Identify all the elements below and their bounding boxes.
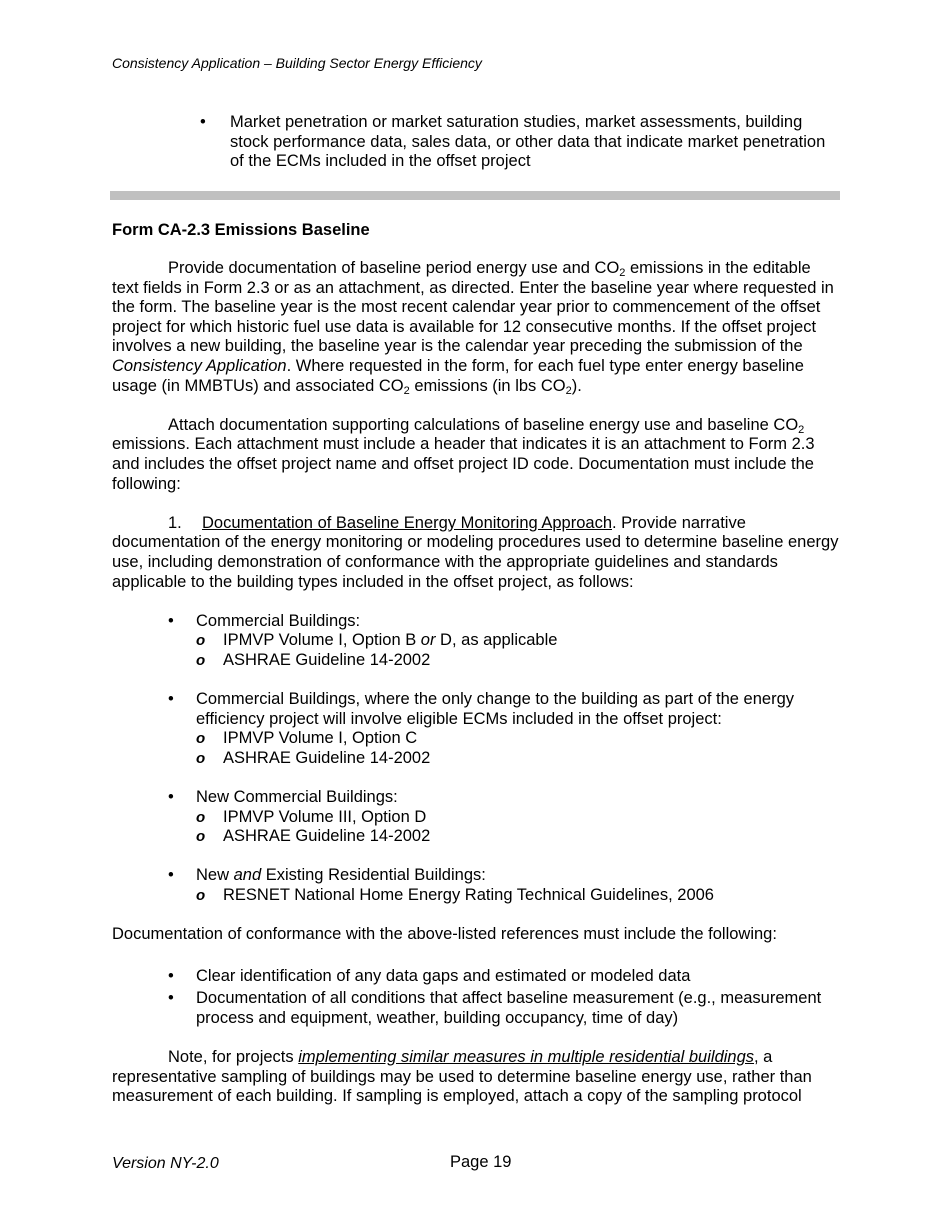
building-type-list <box>112 866 839 905</box>
item-number: 1. <box>168 513 182 532</box>
list-item <box>168 989 839 1028</box>
bullet-icon: • <box>168 989 174 1008</box>
section-divider <box>110 191 840 200</box>
sub-item <box>196 729 839 749</box>
building-type-list <box>112 788 839 847</box>
text: ASHRAE Guideline 14-2002 <box>223 827 431 846</box>
subscript: 2 <box>565 384 572 397</box>
body-content <box>112 259 839 1127</box>
sub-list <box>196 886 839 906</box>
text: IPMVP Volume III, Option D <box>223 807 427 826</box>
sub-item <box>196 749 839 769</box>
text: ASHRAE Guideline 14-2002 <box>223 748 431 767</box>
paragraph-sampling-note <box>112 1048 839 1107</box>
sub-bullet-icon: o <box>196 808 206 826</box>
text: Documentation of all conditions that affect baseline measurement (e.g., measurement process and equipment, weather, building occupancy, time of day) <box>196 989 822 1027</box>
text: . Provide narrative documentation of the energy monitoring or modeling procedures used to determine baseline energy use, including demonstration of conformance with the appropriate guidelines and standards applicable to the building types included in the offset project, as follows: <box>112 513 839 591</box>
text: emissions (in lbs CO <box>409 376 566 395</box>
bullet-icon: • <box>168 788 174 807</box>
sub-item <box>196 631 839 651</box>
sub-bullet-icon: o <box>196 632 206 650</box>
bullet-icon: • <box>168 866 174 885</box>
sub-item <box>196 651 839 671</box>
italic-text: or <box>420 631 436 650</box>
text: . Where requested in the form, for each fuel type enter energy baseline usage (in MMBTUs) and associated CO <box>112 356 804 395</box>
numbered-item-1 <box>112 514 839 592</box>
building-type-label: Commercial Buildings: <box>196 611 361 630</box>
building-type-label: Commercial Buildings, where the only change to the building as part of the energy efficiency project will involve eligible ECMs included in the offset project: <box>196 690 795 728</box>
conformance-list <box>112 967 839 1029</box>
sub-list <box>196 729 839 768</box>
building-type-list <box>112 612 839 671</box>
text: Attach documentation supporting calculations of baseline energy use and baseline CO <box>168 415 799 434</box>
bullet-icon: • <box>168 611 174 630</box>
text: Provide documentation of baseline period energy use and CO <box>168 259 620 277</box>
text: Note, for projects <box>168 1048 299 1067</box>
text: D, as applicable <box>435 631 558 650</box>
text: Existing Residential Buildings: <box>261 866 486 885</box>
text: IPMVP Volume I, Option C <box>223 729 418 748</box>
text: emissions in the editable text fields in Form 2.3 or as an attachment, as directed. Enter the baseline year where requested in the form. The baseline year is the most recent calendar year prior to commencement of the offset project for which historic fuel use data is available for 12 consecutive months. If the offset project involves a new building, the baseline year is the calendar year preceding the submission of the <box>112 259 834 356</box>
text: , a representative sampling of buildings may be used to determine baseline energy use, rather than measurement of each building. If sampling is employed, attach a copy of the sampling protocol <box>112 1048 812 1106</box>
subscript: 2 <box>798 423 805 436</box>
footer-page-number: Page 19 <box>450 1153 512 1171</box>
bullet-icon: • <box>168 690 174 709</box>
list-item <box>168 788 839 847</box>
building-type-list <box>112 690 839 768</box>
list-item <box>168 612 839 671</box>
bullet-icon: • <box>200 113 206 131</box>
italic-text: and <box>233 866 262 885</box>
top-bullet-list <box>200 113 840 172</box>
building-type-label: New Commercial Buildings: <box>196 788 398 807</box>
sub-item <box>196 827 839 847</box>
list-item <box>200 113 840 172</box>
list-item <box>168 866 839 905</box>
text: IPMVP Volume I, Option B <box>223 631 421 650</box>
sub-list <box>196 808 839 847</box>
text: Clear identification of any data gaps and estimated or modeled data <box>196 966 691 985</box>
form-title: Form CA-2.3 Emissions Baseline <box>112 221 370 239</box>
subscript: 2 <box>619 267 626 279</box>
sub-bullet-icon: o <box>196 651 206 669</box>
sub-item <box>196 808 839 828</box>
text: RESNET National Home Energy Rating Technical Guidelines, 2006 <box>223 886 714 904</box>
sub-bullet-icon: o <box>196 887 206 904</box>
conformance-intro: Documentation of conformance with the above-listed references must include the following: <box>112 925 777 944</box>
running-header: Consistency Application – Building Sector Energy Efficiency <box>112 55 482 71</box>
text: ). <box>571 376 582 395</box>
sub-bullet-icon: o <box>196 730 206 748</box>
list-item <box>168 967 839 987</box>
italic-text: Consistency Application <box>112 356 287 375</box>
sub-bullet-icon: o <box>196 828 206 846</box>
paragraph-baseline-documentation <box>112 259 839 396</box>
text: emissions. Each attachment must include a header that indicates it is an attachment to Form 2.3 and includes the offset project name and offset project ID code. Documentation must include the following: <box>112 435 815 493</box>
list-item <box>168 690 839 768</box>
footer-version: Version NY-2.0 <box>112 1155 219 1172</box>
text: ASHRAE Guideline 14-2002 <box>223 650 431 669</box>
sub-list <box>196 631 839 670</box>
text: New <box>196 866 234 885</box>
bullet-text: Market penetration or market saturation studies, market assessments, building stock performance data, sales data, or other data that indicate market penetration of the ECMs included in the offset project <box>230 113 826 171</box>
bullet-icon: • <box>168 966 174 985</box>
sub-bullet-icon: o <box>196 749 206 767</box>
sub-item <box>196 886 839 906</box>
item-heading: Documentation of Baseline Energy Monitoring Approach <box>202 513 612 532</box>
paragraph-attach-documentation <box>112 416 839 494</box>
emphasis-text: implementing similar measures in multiple residential buildings <box>298 1048 755 1067</box>
subscript: 2 <box>403 384 410 397</box>
